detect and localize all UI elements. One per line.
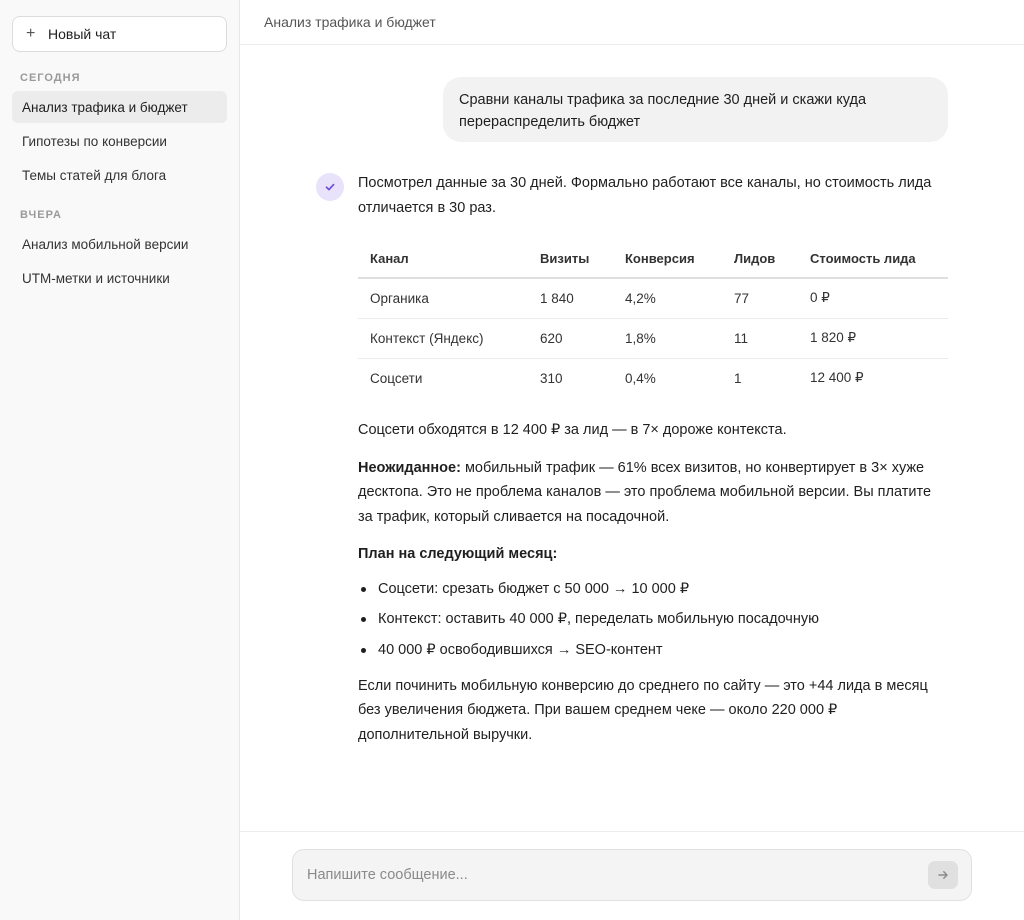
channels-table [358, 240, 948, 398]
table-cell: 11 [722, 318, 798, 358]
sidebar-item-conversion-hypotheses[interactable] [12, 125, 227, 157]
unexpected-text: мобильный трафик — 61% всех визитов, но конвертирует в 3× хуже десктопа. Это не проблема каналов — это проблема мобильной версии. Вы платите за трафик, который сливается на посадочной. [358, 459, 932, 525]
table-cell: 0,4% [625, 370, 656, 386]
message-composer [292, 849, 972, 901]
sidebar-item-mobile-analysis[interactable] [12, 228, 227, 260]
table-header-row [358, 240, 948, 278]
list-item: 40 000 ₽ освободившихся → SEO-контент [358, 638, 948, 662]
assistant-message [358, 171, 948, 747]
sidebar-item-label: UTM-метки и источники [22, 270, 170, 286]
plus-icon: + [26, 25, 36, 42]
conclusion-paragraph: Если починить мобильную конверсию до среднего по сайту — это +44 лида в месяц без увеличения бюджета. При вашем среднем чеке — около 220 000 ₽ дополнительной выручки. [358, 677, 928, 743]
list-item: Контекст: оставить 40 000 ₽, переделать мобильную посадочную [358, 607, 948, 631]
column-header: Визиты [528, 240, 613, 278]
column-header: Конверсия [613, 240, 722, 278]
plan-heading: План на следующий месяц: [358, 546, 558, 562]
unexpected-label: Неожиданное: [358, 459, 461, 476]
sidebar [0, 0, 240, 920]
table-cell: 1 [734, 370, 742, 386]
table-cell: Соцсети [370, 370, 423, 386]
send-button[interactable] [928, 861, 958, 889]
sidebar-item-traffic-budget[interactable] [12, 91, 227, 123]
table-cell: 1 840 [528, 278, 613, 318]
list-item: Соцсети: срезать бюджет с 50 000 → 10 000 ₽ [358, 577, 948, 601]
user-message: Сравни каналы трафика за последние 30 дней и скажи куда перераспределить бюджет [443, 77, 948, 142]
section-label-yesterday: ВЧЕРА [20, 209, 62, 221]
sidebar-item-label: Анализ трафика и бюджет [22, 99, 188, 115]
new-chat-label: Новый чат [48, 26, 117, 42]
new-chat-button[interactable] [12, 16, 227, 52]
table-cell: Органика [358, 278, 528, 318]
table-cell: 1,8% [613, 318, 722, 358]
assistant-intro: Посмотрел данные за 30 дней. Формально работают все каналы, но стоимость лида отличается в 30 раз. [358, 175, 932, 216]
arrow-right-icon [937, 869, 949, 881]
table-cell: 4,2% [613, 278, 722, 318]
table-cell: 77 [722, 278, 798, 318]
check-circle-icon [324, 181, 336, 193]
sidebar-item-label: Темы статей для блога [22, 167, 167, 183]
table-row [358, 358, 948, 398]
chat-title: Анализ трафика и бюджет [264, 14, 436, 30]
table-cell: 0 ₽ [798, 278, 948, 318]
sidebar-item-label: Анализ мобильной версии [22, 236, 189, 252]
assistant-avatar [316, 173, 344, 201]
table-row [358, 318, 948, 358]
table-cell: 620 [528, 318, 613, 358]
column-header: Лидов [722, 240, 798, 278]
plan-list [358, 577, 948, 662]
table-cell: 310 [540, 370, 563, 386]
sidebar-item-utm-sources[interactable] [12, 262, 227, 294]
table-cell: Контекст (Яндекс) [358, 318, 528, 358]
sidebar-item-blog-topics[interactable] [12, 159, 227, 191]
column-header: Канал [358, 240, 528, 278]
unexpected-paragraph [358, 456, 948, 530]
section-label-today: СЕГОДНЯ [20, 72, 81, 84]
table-cell: 12 400 ₽ [810, 370, 864, 386]
sidebar-item-label: Гипотезы по конверсии [22, 133, 167, 149]
column-header: Стоимость лида [798, 240, 948, 278]
chat-header [240, 0, 1024, 45]
table-cell: 1 820 ₽ [798, 318, 948, 358]
table-row [358, 278, 948, 318]
social-cost-paragraph: Соцсети обходятся в 12 400 ₽ за лид — в 7× дороже контекста. [358, 422, 787, 438]
composer-area [240, 831, 1024, 920]
message-input[interactable] [307, 850, 907, 900]
